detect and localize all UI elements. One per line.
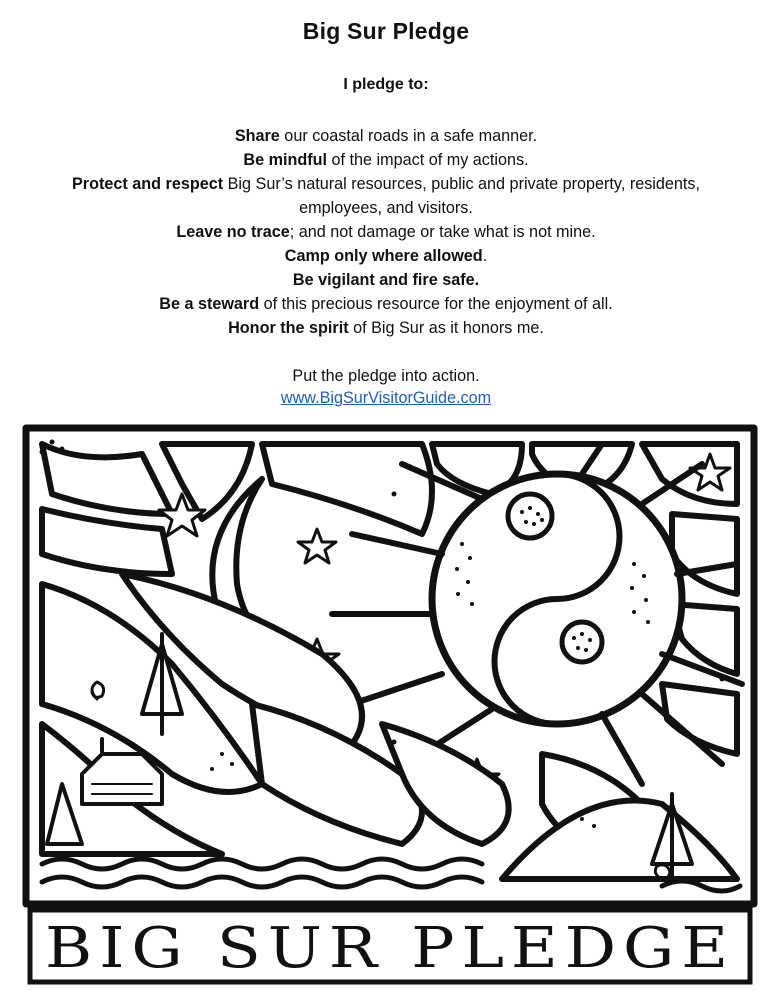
pledge-text: .	[482, 247, 488, 265]
pledge-item	[30, 148, 742, 172]
website-link-row	[0, 388, 772, 408]
pledge-item	[30, 244, 742, 268]
pledge-item	[30, 316, 742, 340]
pledge-list	[30, 124, 742, 340]
pledge-keyword: Honor the spirit	[228, 319, 349, 337]
pledge-keyword: Be a steward	[159, 295, 260, 313]
pledge-text: Big Sur’s natural resources, public and private property, residents, employees, and visitors.	[223, 175, 700, 217]
pledge-keyword: Be mindful	[243, 151, 328, 169]
pledge-keyword: Camp only where allowed	[284, 247, 483, 265]
pledge-keyword: Leave no trace	[176, 223, 290, 241]
pledge-keyword: Be vigilant and fire safe.	[292, 271, 480, 289]
pledge-item	[30, 172, 742, 220]
pledge-keyword: Share	[234, 127, 280, 145]
pledge-item	[30, 220, 742, 244]
website-link[interactable]: www.BigSurVisitorGuide.com	[280, 389, 492, 407]
pledge-item	[30, 268, 742, 292]
page-title: Big Sur Pledge	[302, 18, 470, 44]
pledge-intro: I pledge to:	[343, 76, 429, 93]
pledge-text: of this precious resource for the enjoyment of all.	[259, 295, 613, 313]
banner-title: BIG SUR PLEDGE	[45, 916, 736, 981]
pledge-text: our coastal roads in a safe manner.	[279, 127, 538, 145]
pledge-keyword: Protect and respect	[71, 175, 224, 193]
call-to-action: Put the pledge into action.	[292, 367, 480, 385]
pledge-text: ; and not damage or take what is not mine.	[289, 223, 596, 241]
pledge-text: of the impact of my actions.	[327, 151, 529, 169]
pledge-text: of Big Sur as it honors me.	[348, 319, 544, 337]
pledge-item	[30, 292, 742, 316]
pledge-item	[30, 124, 742, 148]
pledge-illustration	[22, 424, 758, 990]
